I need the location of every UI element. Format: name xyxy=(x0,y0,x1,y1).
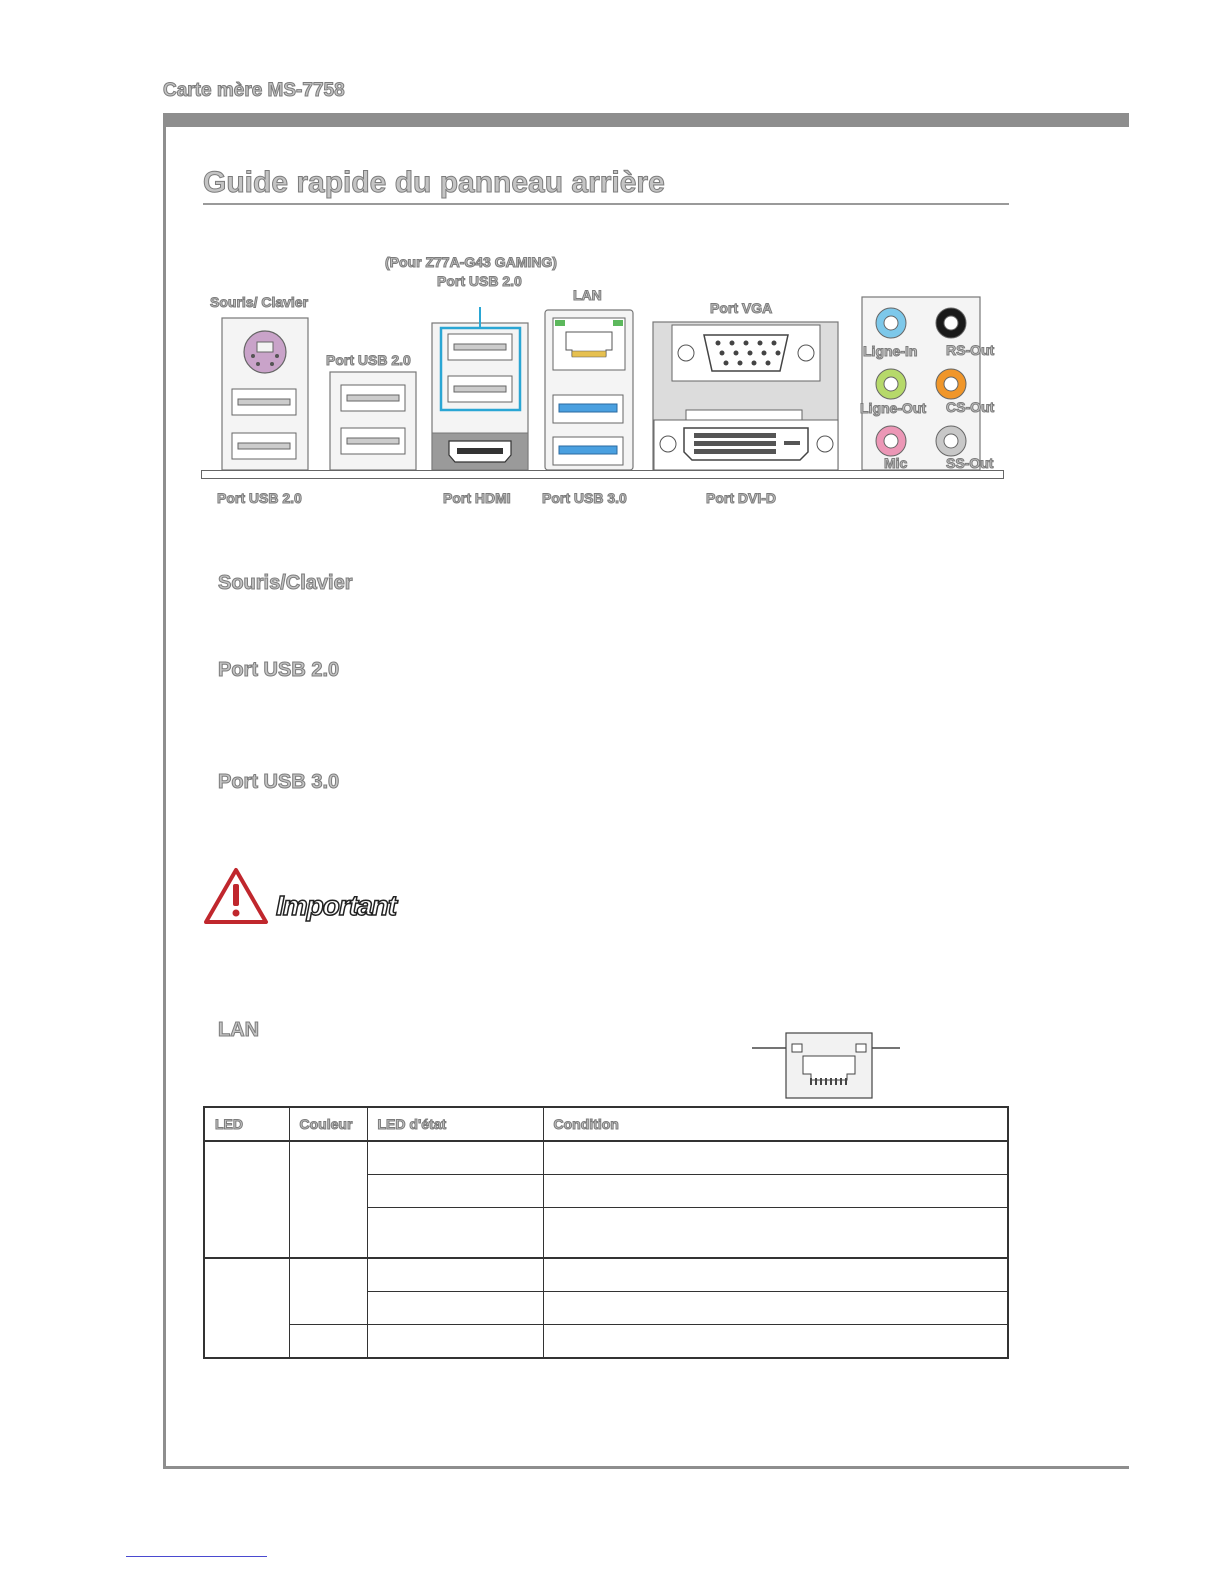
label-port-hdmi: Port HDMI xyxy=(443,490,511,506)
label-lan: LAN xyxy=(573,287,602,303)
table-row xyxy=(204,1325,1008,1359)
important-heading: Important xyxy=(276,890,397,921)
warning-icon xyxy=(202,866,270,926)
audio-block xyxy=(862,297,980,470)
section-usb20: Port USB 2.0 xyxy=(218,659,340,681)
header-title: Carte mère MS-7758 xyxy=(163,80,345,101)
label-port-dvid: Port DVI-D xyxy=(706,490,776,506)
label-souris-clavier: Souris/ Clavier xyxy=(210,294,309,310)
label-ligne-out: Ligne-Out xyxy=(860,400,927,416)
lan-usb30-block xyxy=(545,310,633,470)
label-port-vga: Port VGA xyxy=(710,300,773,316)
label-port-usb20-gaming: Port USB 2.0 xyxy=(437,273,522,289)
bottom-link-underline xyxy=(126,1556,267,1557)
lan-led-diagram xyxy=(750,1028,902,1102)
label-rs-out: RS-Out xyxy=(946,342,995,358)
label-z77a-note: (Pour Z77A-G43 GAMING) xyxy=(385,254,557,270)
table-header-condition: Condition xyxy=(543,1107,1008,1141)
label-ligne-in: Ligne-In xyxy=(863,343,918,359)
label-port-usb20: Port USB 2.0 xyxy=(326,352,411,368)
back-panel-diagram xyxy=(0,0,1224,520)
label-ss-out: SS-Out xyxy=(946,455,994,471)
page-title: Guide rapide du panneau arrière xyxy=(203,166,665,199)
lan-port-icon xyxy=(803,1056,855,1080)
table-header-led-etat: LED d'état xyxy=(367,1107,543,1141)
section-usb30: Port USB 3.0 xyxy=(218,771,340,793)
led-status-table xyxy=(203,1106,1009,1359)
table-header-led: LED xyxy=(204,1107,289,1141)
bottom-rule xyxy=(163,1466,1129,1469)
table-header-couleur: Couleur xyxy=(289,1107,367,1141)
table-row xyxy=(204,1141,1008,1175)
section-souris-clavier: Souris/Clavier xyxy=(218,572,353,594)
panel-baseline xyxy=(201,470,1004,479)
label-port-usb30: Port USB 3.0 xyxy=(542,490,627,506)
vga-dvi-block xyxy=(653,322,838,470)
usb20-block xyxy=(330,372,416,470)
section-lan: LAN xyxy=(218,1019,260,1041)
vga-port-icon xyxy=(704,335,788,371)
label-port-usb20-bottom: Port USB 2.0 xyxy=(217,490,302,506)
label-mic: Mic xyxy=(884,455,908,471)
ps2-usb-block xyxy=(222,318,308,470)
table-row xyxy=(204,1258,1008,1292)
label-cs-out: CS-Out xyxy=(946,399,995,415)
usb-hdmi-block xyxy=(432,307,528,470)
